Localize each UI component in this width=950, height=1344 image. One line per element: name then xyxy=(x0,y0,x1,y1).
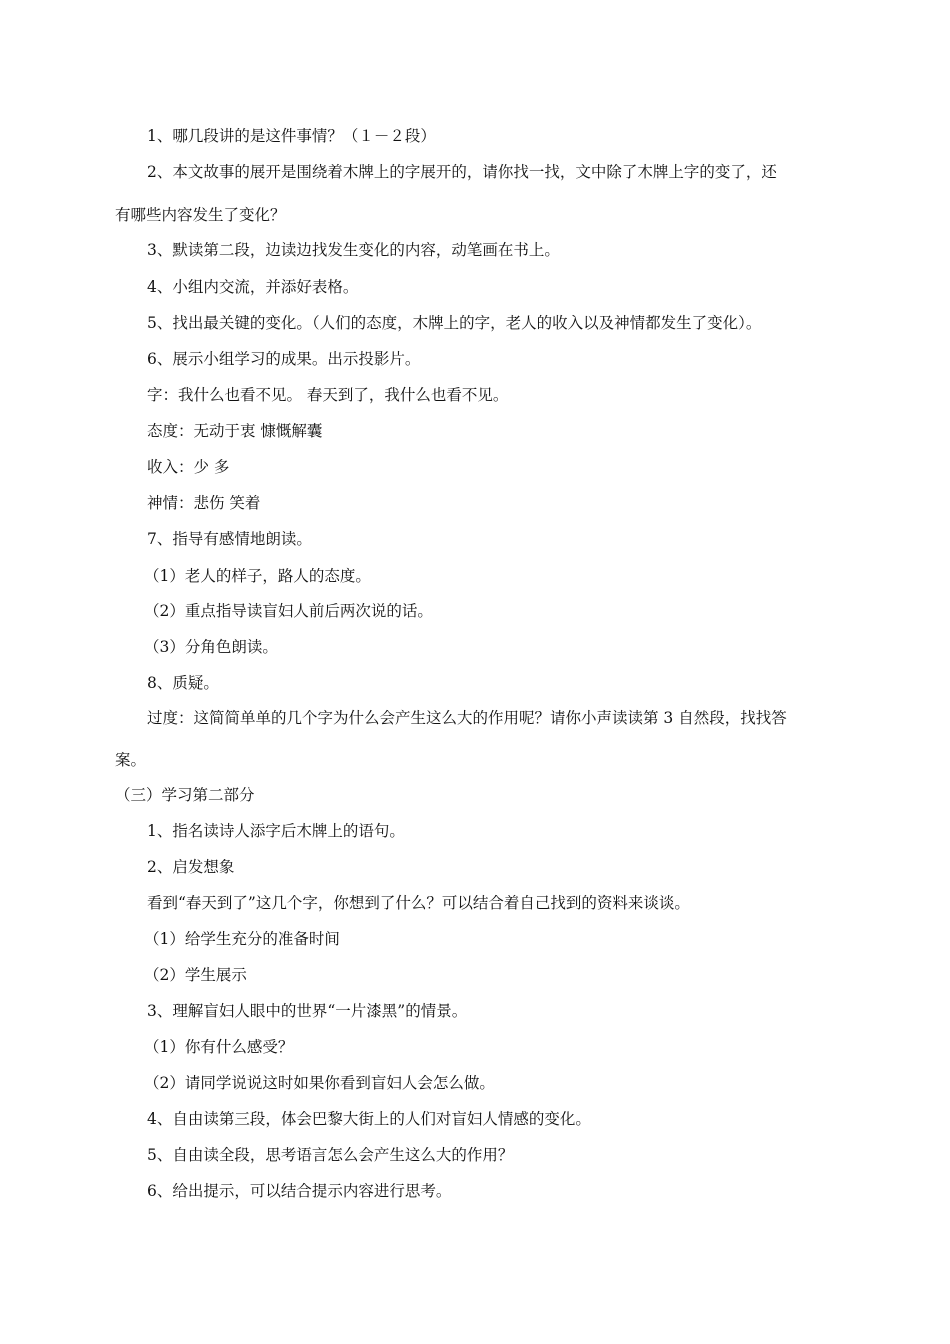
part2-step-2: 2、启发想象 xyxy=(147,858,235,876)
change-income: 收入：少 多 xyxy=(147,458,230,476)
step-4: 4、小组内交流，并添好表格。 xyxy=(147,278,359,296)
step-3: 3、默读第二段，边读边找发生变化的内容，动笔画在书上。 xyxy=(147,241,560,259)
part2-step-4: 4、自由读第三段，体会巴黎大街上的人们对盲妇人情感的变化。 xyxy=(147,1110,591,1128)
part2-step-3-sub-1: （1）你有什么感受？ xyxy=(144,1038,294,1056)
step-5: 5、找出最关键的变化。（人们的态度，木牌上的字，老人的收入以及神情都发生了变化）。 xyxy=(147,314,762,332)
part2-step-2-sub-1: （1）给学生充分的准备时间 xyxy=(144,930,340,948)
transition-line-2: 案。 xyxy=(115,751,147,769)
transition-line-1: 过度：这简简单单的几个字为什么会产生这么大的作用呢？请你小声读读第 3 自然段，找找答 xyxy=(147,709,787,727)
section-heading-part-2: （三）学习第二部分 xyxy=(115,786,255,804)
step-7: 7、指导有感情地朗读。 xyxy=(147,530,312,548)
change-text: 字：我什么也看不见。 春天到了，我什么也看不见。 xyxy=(147,386,509,404)
step-7-sub-2: （2）重点指导读盲妇人前后两次说的话。 xyxy=(144,602,433,620)
question-2-line-2: 有哪些内容发生了变化？ xyxy=(115,206,286,224)
step-6: 6、展示小组学习的成果。出示投影片。 xyxy=(147,350,421,368)
part2-step-1: 1、指名读诗人添字后木牌上的语句。 xyxy=(147,822,405,840)
change-expression: 神情：悲伤 笑着 xyxy=(147,494,261,512)
question-2-line-1: 2、本文故事的展开是围绕着木牌上的字展开的，请你找一找，文中除了木牌上字的变了，还 xyxy=(147,163,777,181)
part2-step-2-prompt: 看到“春天到了”这几个字，你想到了什么？可以结合着自己找到的资料来谈谈。 xyxy=(147,894,690,912)
part2-step-6: 6、给出提示，可以结合提示内容进行思考。 xyxy=(147,1182,452,1200)
part2-step-2-sub-2: （2）学生展示 xyxy=(144,966,247,984)
step-7-sub-1: （1）老人的样子，路人的态度。 xyxy=(144,567,371,585)
part2-step-3-sub-2: （2）请同学说说这时如果你看到盲妇人会怎么做。 xyxy=(144,1074,495,1092)
step-8: 8、质疑。 xyxy=(147,674,219,692)
part2-step-3: 3、理解盲妇人眼中的世界“一片漆黑”的情景。 xyxy=(147,1002,468,1020)
change-attitude: 态度：无动于衷 慷慨解囊 xyxy=(147,422,323,440)
step-7-sub-3: （3）分角色朗读。 xyxy=(144,638,278,656)
part2-step-5: 5、自由读全段，思考语言怎么会产生这么大的作用？ xyxy=(147,1146,514,1164)
question-1: 1、哪几段讲的是这件事情？（１－２段） xyxy=(147,127,436,145)
